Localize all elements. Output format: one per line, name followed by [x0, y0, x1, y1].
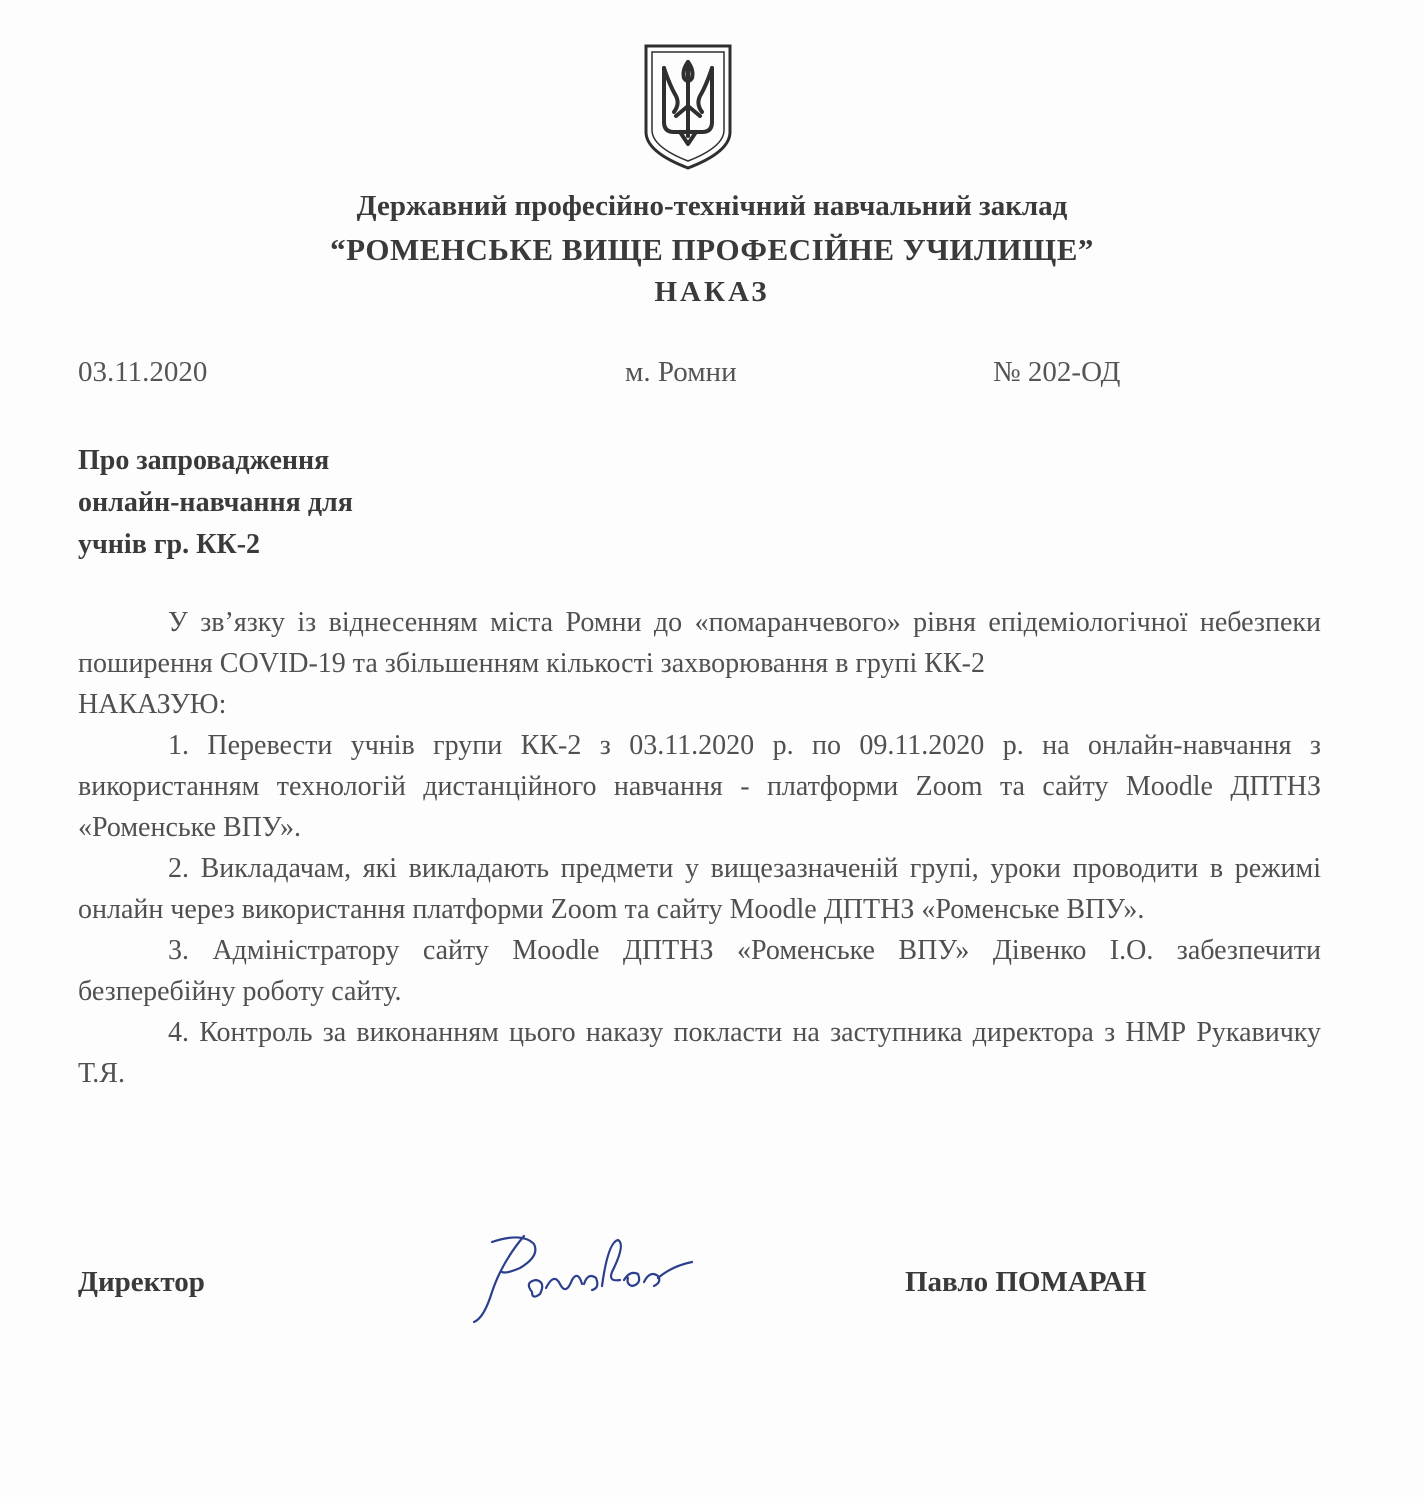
order-subject [78, 440, 353, 566]
order-item: 3. Адміністратору сайту Moodle ДПТНЗ «Роменське ВПУ» Дівенко І.О. забезпечити безперебійну роботу сайту. [78, 935, 1321, 1007]
order-number: № 202-ОД [993, 356, 1121, 388]
order-date: 03.11.2020 [78, 356, 208, 388]
order-word: НАКАЗУЮ: [78, 689, 227, 720]
order-city: м. Ромни [625, 356, 737, 388]
order-item: 4. Контроль за виконанням цього наказу покласти на заступника директора з НМР Рукавичку Т.Я. [78, 1017, 1321, 1089]
subject-line: учнів гр. КК-2 [78, 529, 261, 560]
school-name: “РОМЕНСЬКЕ ВИЩЕ ПРОФЕСІЙНЕ УЧИЛИЩЕ” [330, 232, 1094, 267]
subject-line: Про запровадження [78, 445, 330, 476]
order-body [78, 602, 1321, 1094]
document-type: НАКАЗ [654, 276, 770, 308]
order-item: 1. Перевести учнів групи КК-2 з 03.11.2020 р. по 09.11.2020 р. на онлайн-навчання з використанням технологій дистанційного навчання - платформи Zoom та сайту Moodle ДПТНЗ «Роменське ВПУ». [78, 730, 1321, 843]
handwritten-signature [462, 1222, 722, 1332]
institution-title: Державний професійно-технічний навчальний заклад [356, 190, 1068, 222]
order-item: 2. Викладачам, які викладають предмети у вищезазначеній групі, уроки проводити в режимі онлайн через використання платформи Zoom та сайту Moodle ДПТНЗ «Роменське ВПУ». [78, 853, 1321, 925]
subject-line: онлайн-навчання для [78, 487, 353, 518]
intro-paragraph: У зв’язку із віднесенням міста Ромни до «помаранчевого» рівня епідеміологічної небезпеки поширення COVID-19 та збільшенням кількості захворювання в групі КК-2 [78, 607, 1321, 679]
signer-name: Павло ПОМАРАН [905, 1266, 1147, 1298]
tryzub-emblem-icon [638, 40, 738, 172]
signer-title: Директор [78, 1266, 205, 1298]
